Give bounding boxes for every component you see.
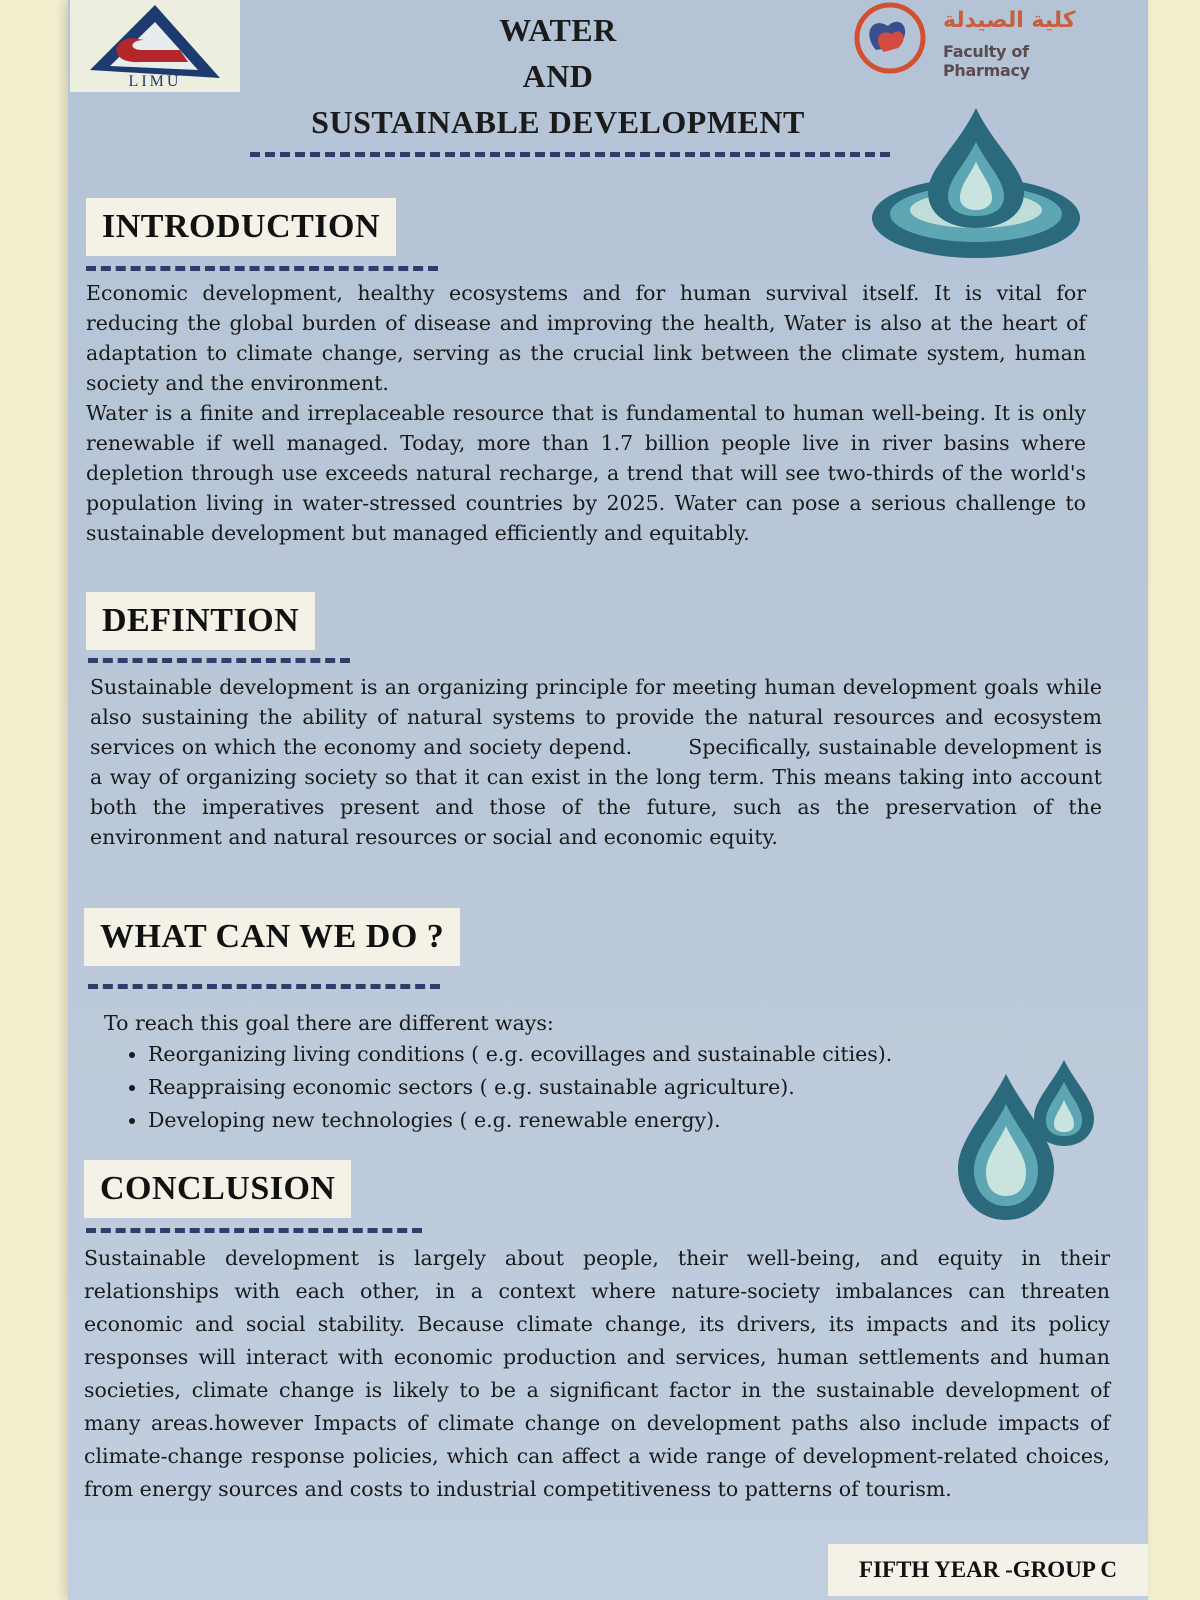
introduction-paragraph-1: Economic development, healthy ecosystems and for human survival itself. It is vital for reducing the global burden of disease and improving the health, Water is also at the heart of adaptation to climate change, serving as the crucial link between the climate system, human society and the environment. xyxy=(86,281,1086,395)
what-can-we-do-underline xyxy=(88,984,440,989)
list-item: • Developing new technologies ( e.g. renewable energy). xyxy=(148,1104,1048,1137)
introduction-underline xyxy=(86,266,438,271)
limu-logo-icon xyxy=(70,0,240,92)
conclusion-underline xyxy=(86,1228,422,1233)
list-item: • Reorganizing living conditions ( e.g. ecovillages and sustainable cities). xyxy=(148,1038,1048,1071)
what-can-we-do-heading: WHAT CAN WE DO ? xyxy=(84,908,460,966)
introduction-heading: INTRODUCTION xyxy=(86,198,396,256)
list-item: • Reappraising economic sectors ( e.g. sustainable agriculture). xyxy=(148,1071,1048,1104)
poster xyxy=(68,0,1148,1600)
definition-text xyxy=(90,672,1109,852)
conclusion-text xyxy=(84,1242,1110,1506)
definition-paragraph: Sustainable development is an organizing principle for meeting human development goals while also sustaining the ability of natural systems to provide the natural resources and ecosystem services on which the economy and society depend. Specifically, sustainable development is a way of organizing society so that it can exist in the long term. This means taking into account both the imperatives present and those of the future, such as the preservation of the environment and natural resources or social and economic equity. xyxy=(90,675,1109,849)
ways-list xyxy=(102,1038,1048,1137)
faculty-of-pharmacy-logo xyxy=(848,0,1098,80)
water-drop-splash-icon xyxy=(868,106,1088,266)
definition-heading: DEFINTION xyxy=(86,592,315,650)
title-line-2: AND xyxy=(522,58,594,94)
title-underline xyxy=(250,152,890,157)
group-label: FIFTH YEAR -GROUP C xyxy=(828,1544,1148,1596)
ways-intro: To reach this goal there are different ways: xyxy=(104,1011,554,1035)
definition-underline xyxy=(88,658,350,663)
limu-logo-text: LIMU xyxy=(128,73,182,90)
double-water-drop-icon xyxy=(948,1060,1118,1230)
title-line-1: WATER xyxy=(499,12,617,48)
introduction-text xyxy=(86,278,1086,548)
conclusion-heading: CONCLUSION xyxy=(84,1160,351,1218)
title-line-3: SUSTAINABLE DEVELOPMENT xyxy=(311,104,805,140)
faculty-arabic-name: كلية الصيدلة xyxy=(943,8,1076,33)
introduction-paragraph-2: Water is a finite and irreplaceable resource that is fundamental to human well-being. It is only renewable if well managed. Today, more than 1.7 billion people live in river basins where depletion through use exceeds natural recharge, a trend that will see two-thirds of the world's population living in water-stressed countries by 2025. Water can pose a serious challenge to sustainable development but managed efficiently and equitably. xyxy=(86,401,1086,545)
conclusion-paragraph: Sustainable development is largely about people, their well-being, and equity in their relationships with each other, in a context where nature-society imbalances can threaten economic and social stability. Because climate change, its drivers, its impacts and its policy responses will interact with economic production and services, human settlements and human societies, climate change is likely to be a significant factor in the sustainable development of many areas.however Impacts of climate change on development paths also include impacts of climate-change response policies, which can affect a wide range of development-related choices, from energy sources and costs to industrial competitiveness to patterns of tourism. xyxy=(84,1246,1110,1501)
limu-logo xyxy=(70,0,240,92)
faculty-english-name: Faculty of Pharmacy xyxy=(943,42,1030,80)
